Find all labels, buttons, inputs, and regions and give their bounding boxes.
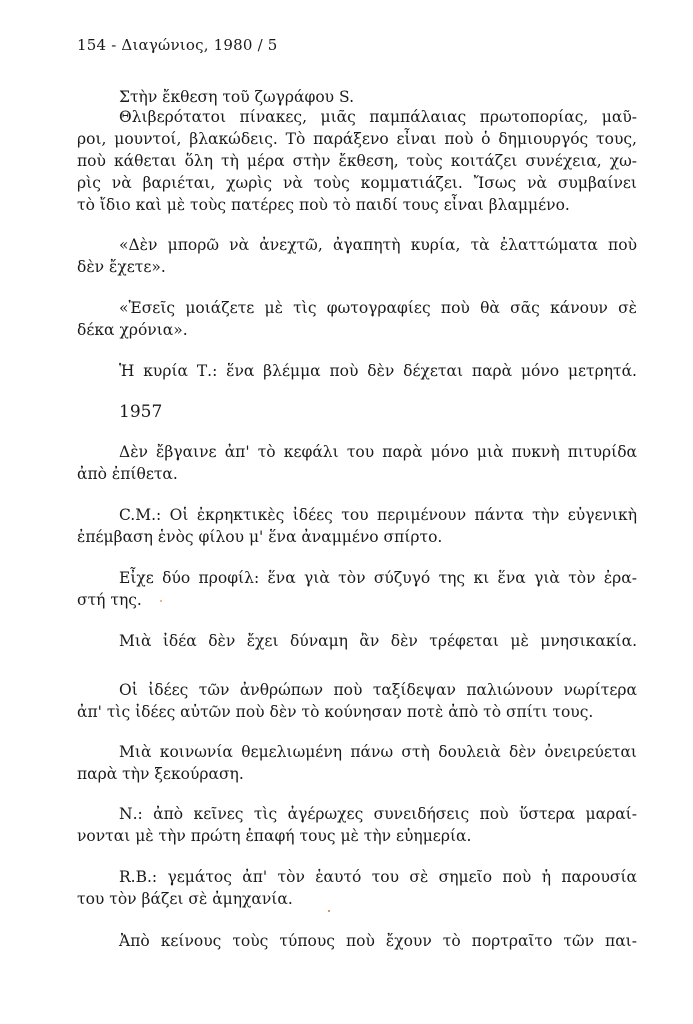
text-line: Εἶχε δύο προφίλ: ἕνα γιὰ τὸν σύζυγό της κι ἕνα γιὰ τὸν ἐρα- — [119, 569, 637, 587]
paragraph — [77, 803, 637, 847]
text-line: Δὲν ἔβγαινε ἀπ' τὸ κεφάλι του παρὰ μόνο μιὰ πυκνὴ πιτυρίδα — [119, 443, 637, 461]
text-line: παρὰ τὴν ξεκούραση. — [77, 765, 244, 783]
text-line: τὸ ἴδιο καὶ μὲ τοὺς πατέρες ποὺ τὸ παιδί τους εἶναι βλαμμένο. — [77, 196, 570, 214]
paragraph — [77, 567, 637, 611]
text-line: Στὴν ἔκθεση τοῦ ζωγράφου S. — [119, 88, 354, 106]
text-line: R.B.: γεμάτος ἀπ' τὸν ἑαυτό του σὲ σημεῖο ποὺ ἡ παρουσία — [119, 868, 637, 886]
paragraph — [77, 106, 637, 216]
text-line: Θλιβερότατοι πίνακες, μιᾶς παμπάλαιας πρωτοπορίας, μαῦ- — [119, 108, 637, 126]
paragraph — [77, 401, 637, 423]
paragraph — [77, 930, 637, 952]
paragraph — [77, 630, 637, 652]
paragraph — [77, 86, 637, 108]
text-line: Μιὰ ἰδέα δὲν ἔχει δύναμη ἂν δὲν τρέφεται μὲ μνησικακία. — [119, 632, 637, 650]
text-line: ἀπὸ ἐπίθετα. — [77, 465, 178, 483]
text-line: ροι, μουντοί, βλακώδεις. Τὸ παράξενο εἶναι ποὺ ὁ δημιουργός τους, — [77, 130, 637, 148]
paragraph — [77, 297, 637, 341]
text-line: ποὺ κάθεται ὅλη τὴ μέρα στὴν ἔκθεση, τοὺς κοιτάζει συνέχεια, χω- — [77, 152, 637, 170]
text-line: δὲν ἔχετε». — [77, 258, 166, 276]
text-line: Μιὰ κοινωνία θεμελιωμένη πάνω στὴ δουλειὰ δὲν ὀνειρεύεται — [119, 743, 637, 761]
text-line: δέκα χρόνια». — [77, 321, 188, 339]
text-line: στή της. — [77, 591, 142, 609]
ink-speck — [328, 910, 330, 912]
text-line: Ν.: ἀπὸ κεῖνες τὶς ἀγέρωχες συνειδήσεις ποὺ ὕστερα μαραί- — [119, 805, 637, 823]
paragraph — [77, 866, 637, 910]
text-line: ρὶς νὰ βαριέται, χωρὶς νὰ τοὺς κομματιάζει. Ἴσως νὰ συμβαίνει — [77, 174, 637, 192]
text-line: C.M.: Οἱ ἐκρηκτικὲς ἰδέες του περιμένουν πάντα τὴν εὐγενικὴ — [119, 506, 637, 524]
paragraph — [77, 741, 637, 785]
ink-speck — [160, 600, 162, 602]
paragraph — [77, 441, 637, 485]
text-line: Ἀπὸ κείνους τοὺς τύπους ποὺ ἔχουν τὸ πορτραῖτο τῶν παι- — [119, 932, 637, 950]
paragraph — [77, 360, 637, 382]
text-line: Οἱ ἰδέες τῶν ἀνθρώπων ποὺ ταξίδεψαν παλιώνουν νωρίτερα — [119, 681, 637, 699]
year-heading: 1957 — [119, 402, 163, 422]
paragraph — [77, 234, 637, 278]
text-line: ἀπ' τὶς ἰδέες αὐτῶν ποὺ δὲν τὸ κούνησαν ποτὲ ἀπὸ τὸ σπίτι τους. — [77, 703, 594, 721]
text-line: του τὸν βάζει σὲ ἀμηχανία. — [77, 890, 293, 908]
text-line: Ἡ κυρία Τ.: ἕνα βλέμμα ποὺ δὲν δέχεται παρὰ μόνο μετρητά. — [119, 362, 637, 380]
text-line: νονται μὲ τὴν πρώτη ἐπαφή τους μὲ τὴν εὐημερία. — [77, 827, 472, 845]
paragraph — [77, 679, 637, 723]
text-line: ἐπέμβαση ἑνὸς φίλου μ' ἕνα ἀναμμένο σπίρτο. — [77, 528, 443, 546]
text-line: «Ἐσεῖς μοιάζετε μὲ τὶς φωτογραφίες ποὺ θὰ σᾶς κάνουν σὲ — [119, 299, 637, 317]
paragraph — [77, 504, 637, 548]
running-head: 154 - Διαγώνιος, 1980 / 5 — [77, 36, 278, 54]
text-line: «Δὲν μπορῶ νὰ ἀνεχτῶ, ἀγαπητὴ κυρία, τὰ ἐλαττώματα ποὺ — [119, 236, 637, 254]
